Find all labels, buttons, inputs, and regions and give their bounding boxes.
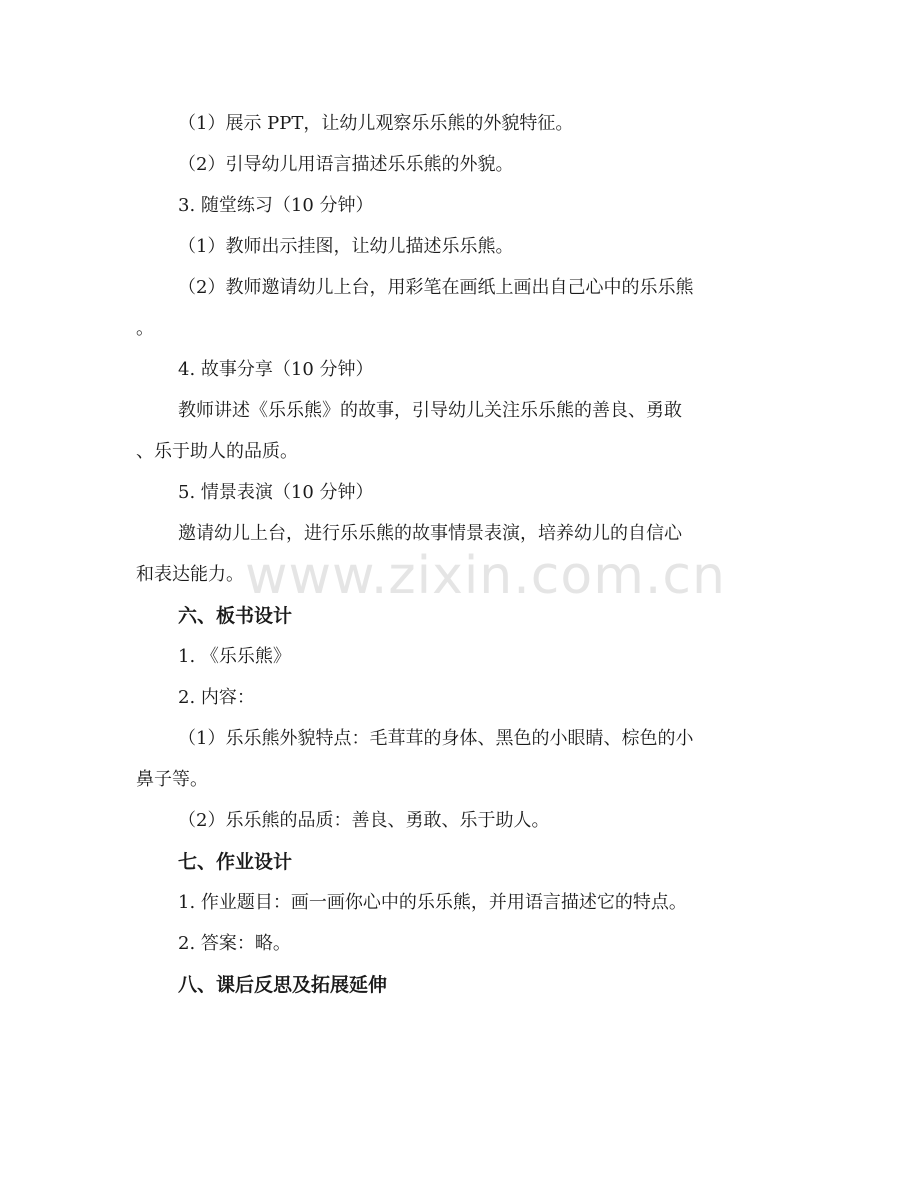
text-line: （1）展示 PPT，让幼儿观察乐乐熊的外貌特征。 [178,113,574,134]
list-item-heading: 5. 情景表演（10 分钟） [178,482,374,503]
text-line: 教师讲述《乐乐熊》的故事，引导幼儿关注乐乐熊的善良、勇敢 [178,400,682,421]
text-line: （1）教师出示挂图，让幼儿描述乐乐熊。 [178,236,514,257]
section-heading: 六、板书设计 [178,605,293,627]
list-item-heading: 4. 故事分享（10 分钟） [178,359,374,380]
text-line: 和表达能力。 [136,564,244,585]
text-line: 1. 作业题目：画一画你心中的乐乐熊，并用语言描述它的特点。 [178,892,687,913]
text-line: 、乐于助人的品质。 [136,441,298,462]
text-line: 2. 答案：略。 [178,933,291,954]
text-line: （2）引导幼儿用语言描述乐乐熊的外貌。 [178,154,514,175]
text-line: 。 [136,318,154,339]
text-line: 1. 《乐乐熊》 [178,646,291,667]
text-line: （2）教师邀请幼儿上台，用彩笔在画纸上画出自己心中的乐乐熊 [178,277,694,298]
section-heading: 八、课后反思及拓展延伸 [178,974,388,996]
watermark: www.zixin.com.cn [245,546,726,606]
text-line: （2）乐乐熊的品质：善良、勇敢、乐于助人。 [178,810,550,831]
text-line: 邀请幼儿上台，进行乐乐熊的故事情景表演，培养幼儿的自信心 [178,523,682,544]
text-line: （1）乐乐熊外貌特点：毛茸茸的身体、黑色的小眼睛、棕色的小 [178,728,694,749]
text-line: 鼻子等。 [136,769,208,790]
text-line: 2. 内容： [178,687,255,708]
list-item-heading: 3. 随堂练习（10 分钟） [178,195,374,216]
section-heading: 七、作业设计 [178,851,293,873]
